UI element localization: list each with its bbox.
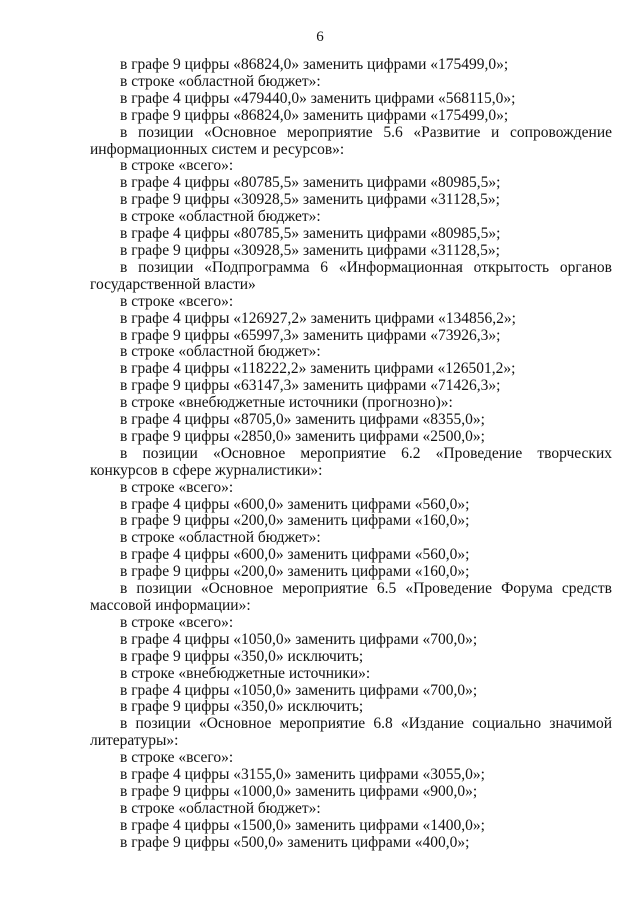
- text-line: массовой информации»:: [90, 597, 251, 614]
- text-line: в графе 4 цифры «8705,0» заменить цифрами «8355,0»;: [120, 411, 485, 429]
- text-line: в графе 4 цифры «600,0» заменить цифрами «560,0»;: [120, 546, 470, 564]
- text-line: в позиции «Основное мероприятие 6.5 «Проведение Форума средств: [120, 580, 612, 598]
- text-line: в строке «областной бюджет»:: [120, 208, 321, 226]
- text-line: в графе 9 цифры «350,0» исключить;: [120, 647, 364, 665]
- text-line: в графе 4 цифры «600,0» заменить цифрами «560,0»;: [120, 495, 470, 513]
- text-line: в графе 9 цифры «63147,3» заменить цифрами «71426,3»;: [120, 377, 501, 395]
- text-line: в позиции «Основное мероприятие 6.2 «Проведение творческих: [120, 444, 612, 462]
- text-line: в графе 9 цифры «200,0» заменить цифрами «160,0»;: [120, 563, 470, 581]
- text-line: в строке «всего»:: [120, 478, 234, 496]
- text-line: в графе 9 цифры «350,0» исключить;: [120, 698, 364, 716]
- text-line: в строке «всего»:: [120, 749, 234, 767]
- text-line: в позиции «Подпрограмма 6 «Информационная открытость органов: [120, 258, 612, 276]
- text-line: в строке «всего»:: [120, 157, 234, 175]
- text-line: в позиции «Основное мероприятие 6.8 «Издание социально значимой: [120, 715, 612, 733]
- text-line: в графе 4 цифры «1500,0» заменить цифрами «1400,0»;: [120, 816, 485, 834]
- text-line: в графе 9 цифры «200,0» заменить цифрами «160,0»;: [120, 512, 470, 530]
- text-line: в графе 4 цифры «3155,0» заменить цифрами «3055,0»;: [120, 766, 485, 784]
- text-line: в строке «внебюджетные источники (прогнозно)»:: [120, 394, 453, 412]
- text-line: в строке «всего»:: [120, 613, 234, 631]
- text-line: в строке «областной бюджет»:: [120, 343, 321, 361]
- text-line: в графе 4 цифры «1050,0» заменить цифрами «700,0»;: [120, 630, 478, 648]
- text-line: в графе 4 цифры «80785,5» заменить цифрами «80985,5»;: [120, 174, 501, 192]
- text-line: в строке «всего»:: [120, 292, 234, 310]
- text-line: в графе 9 цифры «30928,5» заменить цифрами «31128,5»;: [120, 191, 500, 209]
- document-body: [90, 57, 612, 852]
- text-line: в графе 9 цифры «2850,0» заменить цифрами «2500,0»;: [120, 427, 485, 445]
- text-line: в позиции «Основное мероприятие 5.6 «Развитие и сопровождение: [120, 123, 612, 141]
- text-line: в графе 9 цифры «1000,0» заменить цифрами «900,0»;: [120, 782, 478, 800]
- text-line: конкурсов в сфере журналистики»:: [90, 461, 323, 479]
- text-line: информационных систем и ресурсов»:: [90, 140, 345, 158]
- text-line: в графе 4 цифры «479440,0» заменить цифрами «568115,0»;: [120, 89, 516, 107]
- text-line: в графе 9 цифры «86824,0» заменить цифрами «175499,0»;: [120, 106, 509, 124]
- text-line: в графе 4 цифры «1050,0» заменить цифрами «700,0»;: [120, 681, 478, 699]
- text-line: в графе 9 цифры «30928,5» заменить цифрами «31128,5»;: [120, 241, 500, 259]
- text-line: государственной власти»: [90, 275, 256, 293]
- text-line: в строке «областной бюджет»:: [120, 72, 321, 90]
- text-line: в строке «внебюджетные источники»:: [120, 664, 371, 682]
- text-line: в графе 4 цифры «126927,2» заменить цифрами «134856,2»;: [120, 309, 516, 327]
- page-number: 6: [316, 29, 324, 45]
- text-line: в графе 4 цифры «118222,2» заменить цифрами «126501,2»;: [120, 360, 516, 378]
- text-line: в строке «областной бюджет»:: [120, 529, 321, 547]
- text-line: литературы»:: [90, 732, 179, 750]
- text-line: в строке «областной бюджет»:: [120, 799, 321, 817]
- text-line: в графе 9 цифры «86824,0» заменить цифрами «175499,0»;: [120, 56, 509, 73]
- text-line: в графе 9 цифры «65997,3» заменить цифрами «73926,3»;: [120, 326, 501, 344]
- text-line: в графе 9 цифры «500,0» заменить цифрами «400,0»;: [120, 833, 470, 851]
- text-line: в графе 4 цифры «80785,5» заменить цифрами «80985,5»;: [120, 225, 501, 243]
